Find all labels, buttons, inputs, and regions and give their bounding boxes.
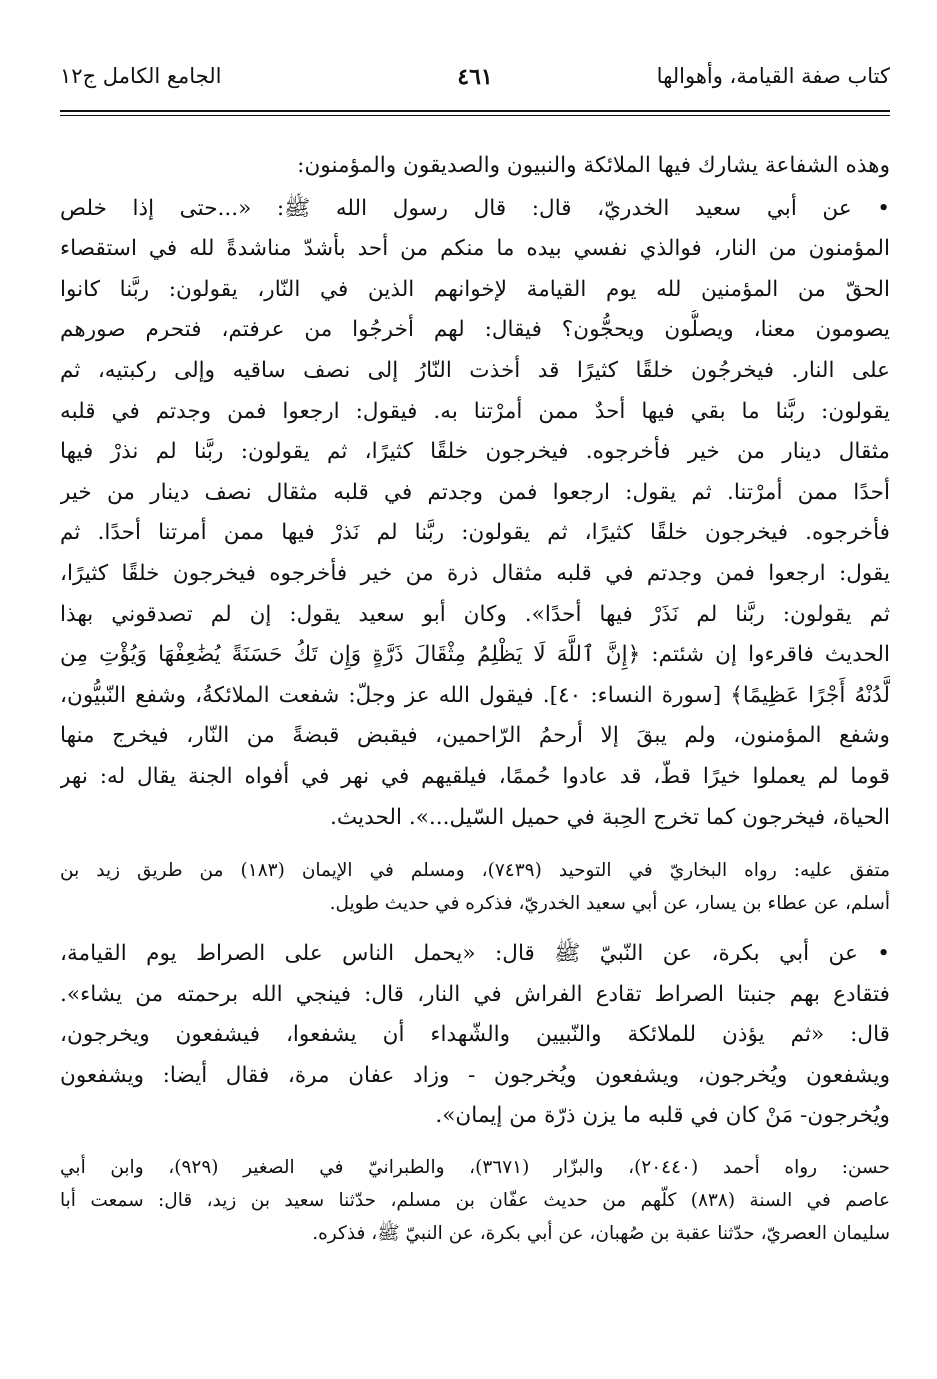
header-rule-thin (60, 115, 890, 116)
text-line: الحقّ من المؤمنين لله يوم القيامة لإخوانهم الذين في النّار، يقولون: ربَّنا كانوا (60, 276, 890, 302)
text-line: على النار. فيخرجُون خلقًا كثيرًا قد أخذت النّارُ إلى نصف ساقيه وإلى ركبتيه، ثم (60, 357, 890, 383)
text-line: • عن أبي بكرة، عن النّبيّ ﷺ قال: «يحمل الناس على الصراط يوم القيامة، (60, 941, 890, 967)
text-line: أحدًا ممن أمرْتنا. ثم يقول: ارجعوا فمن وجدتم في قلبه مثقال نصف دينار من خير (60, 479, 890, 505)
note-line: حسن: رواه أحمد (٢٠٤٤٠)، والبزّار (٣٦٧١)، والطبرانيّ في الصغير (٩٢٩)، وابن أبي (60, 1157, 890, 1179)
text-line: وهذه الشفاعة يشارك فيها الملائكة والنبيون والصديقون والمؤمنون: (297, 153, 890, 178)
text-line: • عن أبي سعيد الخدريّ، قال: قال رسول الله ﷺ: «...حتى إذا خلص (60, 195, 890, 221)
text-line: ثم يقولون: ربَّنا لم نَذَرْ فيها أحدًا». وكان أبو سعيد يقول: إن لم تصدقوني بهذا (60, 601, 890, 627)
text-line: ويشفعون ويُخرجون، ويشفعون ويُخرجون - وزاد عفان مرة، فقال أيضا: ويشفعون (60, 1062, 890, 1088)
text-line-quran: الحديث فاقرءوا إن شئتم: ﴿إِنَّ ٱللَّهَ لَا يَظْلِمُ مِثْقَالَ ذَرَّةٍ وَإِن تَكُ حَسَنَةً يُضَٰعِفْهَا وَيُؤْتِ مِن (60, 642, 890, 668)
text-line-quran: لَّدُنْهُ أَجْرًا عَظِيمًا﴾ [سورة النساء: ٤٠]. فيقول الله عز وجلّ: شفعت الملائكةُ، وشفع النّبيُّون، (60, 682, 890, 708)
note-line: عاصم في السنة (٨٣٨) كلّهم من حديث عفّان بن مسلم، حدّثنا سعيد بن زيد، قال: سمعت أبا (60, 1190, 890, 1212)
page-number: ٤٦١ (457, 64, 493, 90)
running-header (60, 58, 890, 108)
note-line: أسلم، عن عطاء بن يسار، عن أبي سعيد الخدريّ، فذكره في حديث طويل. (329, 893, 890, 915)
book-page (60, 58, 890, 1250)
text-line: يصومون معنا، ويصلُّون ويحجُّون؟ فيقال: لهم أخرجُوا من عرفتم، فتحرم صورهم (60, 317, 890, 343)
volume-label: الجامع الكامل ج١٢ (60, 64, 222, 88)
header-rule-thick (60, 110, 890, 112)
takhrij-note-1 (60, 854, 890, 920)
text-line: يقول: ارجعوا فمن وجدتم في قلبه مثقال ذرة من خير فأخرجوه فيخرجون خلقًا كثيرًا، (60, 560, 890, 586)
text-line: الحياة، فيخرجون كما تخرج الحِبة في حميل السّيل...». الحديث. (330, 804, 890, 830)
text-line: يقولون: ربَّنا ما بقي فيها أحدٌ ممن أمرْتنا به. فيقول: ارجعوا فمن وجدتم في قلبه (60, 398, 890, 424)
note-line: سليمان العصريّ، حدّثنا عقبة بن صُهبان، عن أبي بكرة، عن النبيّ ﷺ، فذكره. (312, 1223, 890, 1245)
takhrij-note-2 (60, 1151, 890, 1250)
text-line: قوما لم يعملوا خيرًا قطّ، قد عادوا حُممًا، فيلقيهم في نهر في أفواه الجنة يقال له: نهر (60, 763, 890, 789)
intro-paragraph (60, 146, 890, 187)
text-line: قال: «ثم يؤذن للملائكة والنّبيين والشّهداء أن يشفعوا، فيشفعون ويخرجون، (60, 1022, 890, 1048)
hadith-abu-bakra (60, 934, 890, 1137)
text-line: فأخرجوه. فيخرجون خلقًا كثيرًا، ثم يقولون: ربَّنا لم نَذرْ فيها ممن أمرتنا أحدًا. ثم (60, 520, 890, 546)
note-line: متفق عليه: رواه البخاريّ في التوحيد (٧٤٣٩)، ومسلم في الإيمان (١٨٣) من طريق زيد بن (60, 860, 890, 882)
text-line: ويُخرجون- مَنْ كان في قلبه ما يزن ذرّة من إيمان». (435, 1103, 890, 1129)
book-title: كتاب صفة القيامة، وأهوالها (656, 64, 890, 88)
text-line: المؤمنون من النار، فوالذي نفسي بيده ما منكم من أحد بأشدّ مناشدةً لله في استقصاء (60, 236, 890, 262)
hadith-abu-said (60, 189, 890, 839)
text-line: وشفع المؤمنون، ولم يبقَ إلا أرحمُ الرّاحمين، فيقبض قبضةً من النّار، فيخرج منها (60, 723, 890, 749)
text-line: مثقال دينار من خير فأخرجوه. فيخرجون خلقًا كثيرًا، ثم يقولون: ربَّنا لم نذرْ فيها (60, 439, 890, 465)
text-line: فتقادع بهم جنبتا الصراط تقادع الفراش في النار، قال: فينجي الله برحمته من يشاء». (60, 981, 890, 1007)
